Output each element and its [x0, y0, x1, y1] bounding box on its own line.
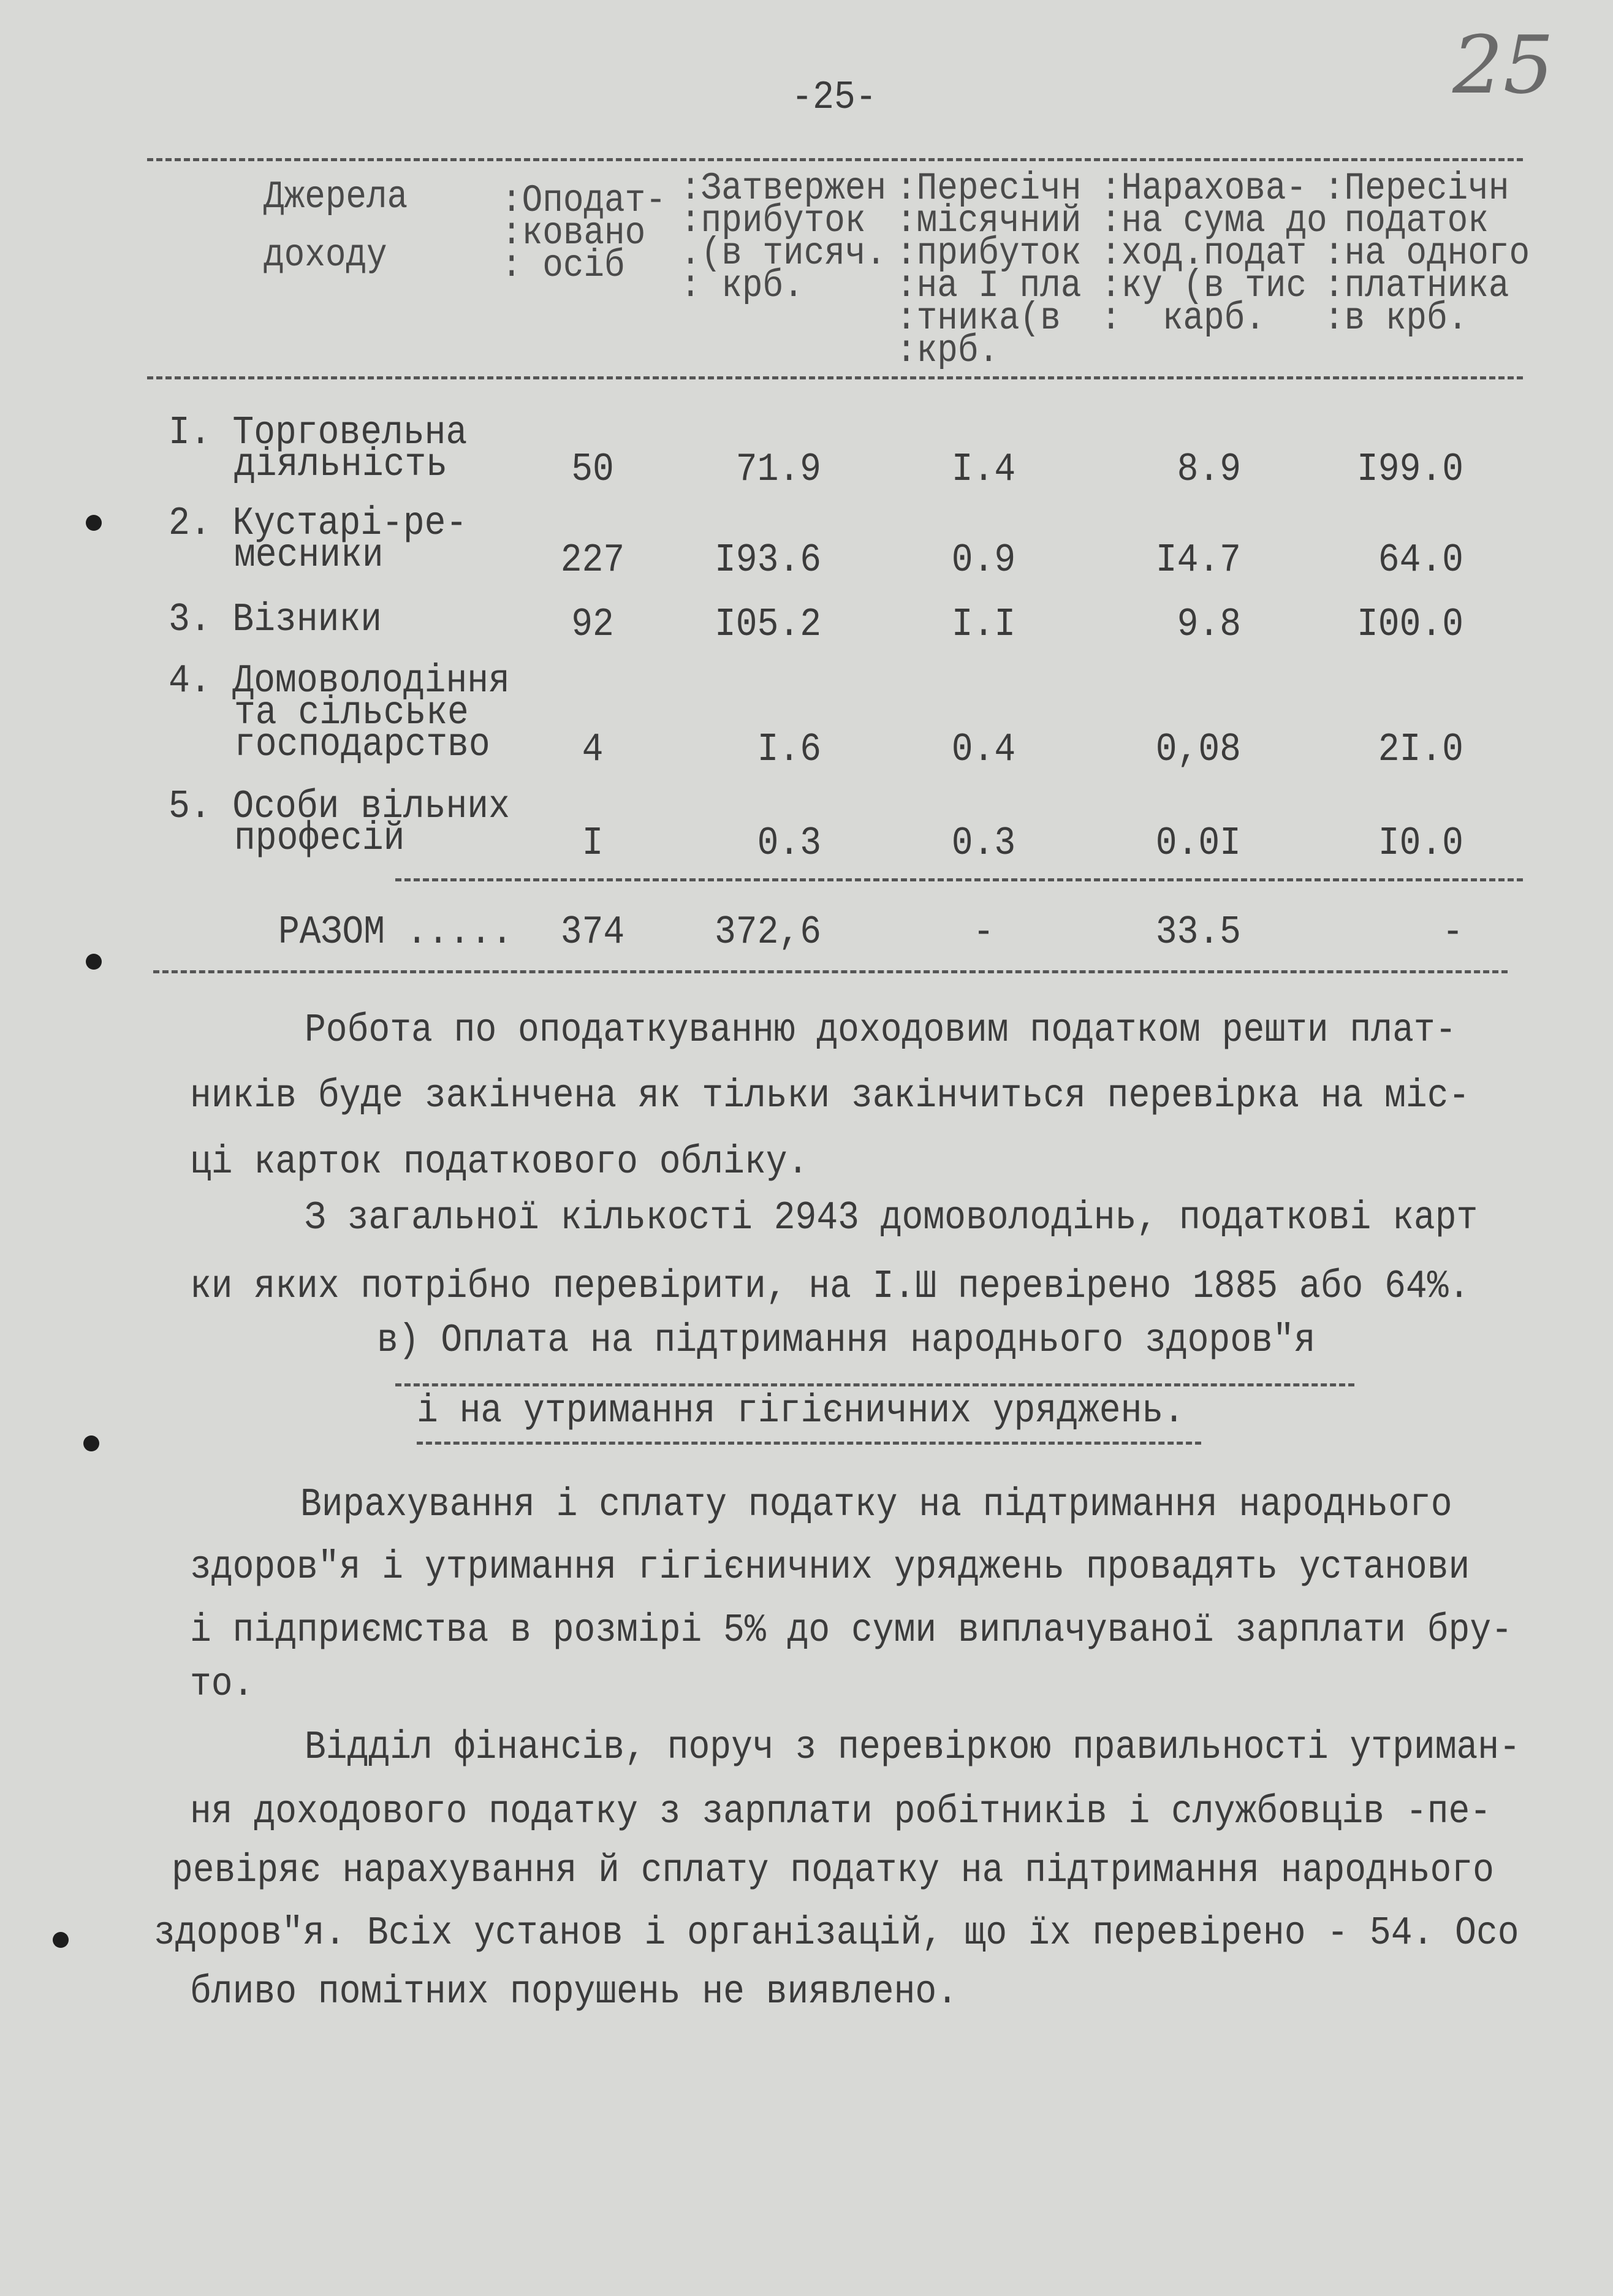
row-label: 4. Домоволодіння — [169, 659, 510, 704]
table-cell: I93.6 — [714, 538, 821, 584]
table-header-rule — [147, 376, 1523, 379]
text-line: З загальної кількості 2943 домоволодінь, податкові карт — [305, 1196, 1478, 1241]
row-label: I. Торговельна — [169, 411, 468, 456]
section-heading-line: і на утримання гігієничних уряджень. — [417, 1389, 1185, 1434]
table-cell: 50 — [571, 447, 614, 493]
column-header-line: доходу — [264, 233, 387, 278]
table-cell: I — [582, 821, 604, 867]
table-cell: 0,08 — [1155, 728, 1241, 773]
table-cell: I99.0 — [1356, 447, 1463, 493]
column-header-line: : осіб — [501, 243, 625, 288]
section-heading-line: в) Оплата на підтримання народнього здоров"я — [377, 1318, 1316, 1364]
table-cell: 227 — [560, 538, 625, 584]
total-label: РАЗОМ ..... — [278, 910, 513, 956]
column-header-line: :на сума до — [1101, 199, 1327, 243]
column-header-line: :ку (в тис — [1101, 264, 1307, 308]
text-line: здоров"я. Всіх установ і організацій, що їх перевірено - 54. Осо — [154, 1911, 1519, 1956]
table-cell: 0.9 — [951, 538, 1016, 584]
table-top-rule — [147, 158, 1523, 161]
table-cell: I05.2 — [714, 603, 821, 648]
table-cell: 4 — [582, 728, 604, 773]
table-cell: 0.4 — [951, 728, 1016, 773]
row-label: 5. Особи вільних — [169, 785, 510, 830]
column-header-line: :тника(в — [896, 296, 1061, 341]
column-header-line: :в крб. — [1324, 296, 1468, 341]
row-label: господарство — [234, 723, 490, 768]
text-line: Вирахування і сплату податку на підтримання народнього — [300, 1483, 1452, 1528]
column-header-line: :ковано — [501, 211, 646, 256]
table-cell: 71.9 — [735, 447, 821, 493]
row-label: 3. Візники — [169, 598, 382, 643]
column-header-line: :Пересічн — [896, 166, 1082, 211]
punch-hole-2 — [86, 954, 102, 970]
text-line: ревіряє нарахування й сплату податку на підтримання народнього — [172, 1849, 1494, 1894]
table-cell: I.4 — [951, 447, 1016, 493]
table-cell: 0.3 — [951, 821, 1016, 867]
text-line: Робота по оподаткуванню доходовим податком решти плат- — [305, 1008, 1457, 1054]
handwritten-page-number: 25 — [1452, 18, 1554, 112]
table-cell: - — [1442, 910, 1463, 956]
text-line: ня доходового податку з зарплати робітників і службовців -пе- — [190, 1790, 1492, 1835]
punch-hole-1 — [86, 515, 102, 531]
column-header-line: : карб. — [1101, 296, 1266, 341]
table-cell: I4.7 — [1155, 538, 1241, 584]
table-cell: 64.0 — [1378, 538, 1463, 584]
table-cell: 8.9 — [1177, 447, 1241, 493]
row-label: професій — [234, 816, 405, 862]
heading-underline-2 — [417, 1442, 1201, 1445]
column-header-line: :Нарахова- — [1101, 166, 1307, 211]
text-line: бливо помітних порушень не виявлено. — [190, 1970, 958, 2015]
column-header-line: :на I пла — [896, 264, 1082, 308]
column-header-line: :Затвержен — [680, 166, 887, 211]
table-cell: 92 — [571, 603, 614, 648]
column-header-line: :крб. — [896, 329, 1000, 373]
row-label: діяльність — [234, 443, 448, 488]
text-line: і підприємства в розмірі 5% до суми виплачуваної зарплати бру- — [190, 1608, 1512, 1654]
punch-hole-3 — [83, 1435, 99, 1451]
page-number: -25- — [791, 75, 877, 121]
table-cell: 2I.0 — [1378, 728, 1463, 773]
text-line: ників буде закінчена як тільки закінчиться перевірка на міс- — [190, 1074, 1470, 1119]
heading-underline-1 — [395, 1383, 1354, 1386]
row-label: та сільське — [234, 691, 469, 736]
table-cell: 0.3 — [757, 821, 821, 867]
row-label: месники — [234, 533, 384, 579]
column-header-line: :ход.подат — [1101, 231, 1307, 276]
text-line: ці карток податкового обліку. — [190, 1140, 809, 1185]
column-header-line: :платника — [1324, 264, 1509, 308]
table-cell: I00.0 — [1356, 603, 1463, 648]
table-cell: 374 — [560, 910, 625, 956]
text-line: здоров"я і утримання гігієничних уряджень провадять установи — [190, 1545, 1470, 1591]
column-header-line: .(в тисяч. — [680, 231, 887, 276]
table-cell: 9.8 — [1177, 603, 1241, 648]
table-cell: - — [973, 910, 995, 956]
table-cell: I0.0 — [1378, 821, 1463, 867]
text-line: то. — [190, 1662, 254, 1708]
column-header-line: :прибуток — [896, 231, 1082, 276]
column-header-line: :прибуток — [680, 199, 866, 243]
column-header-line: :місячний — [896, 199, 1082, 243]
row-label: 2. Кустарі-ре- — [169, 501, 468, 547]
table-body-rule — [395, 878, 1523, 881]
text-line: ки яких потрібно перевірити, на I.Ш перевірено 1885 або 64%. — [190, 1264, 1470, 1310]
table-bottom-rule — [153, 970, 1508, 973]
punch-hole-4 — [53, 1932, 69, 1948]
column-header-line: податок — [1324, 199, 1489, 243]
table-cell: 33.5 — [1155, 910, 1241, 956]
column-header-line: Джерела — [264, 175, 408, 219]
column-header-line: :Пересічн — [1324, 166, 1509, 211]
table-cell: I.I — [951, 603, 1016, 648]
column-header-line: : крб. — [680, 264, 804, 308]
table-cell: I.6 — [757, 728, 821, 773]
column-header-line: :на одного — [1324, 231, 1530, 276]
column-header-line: :Оподат- — [501, 178, 666, 223]
table-cell: 372,6 — [714, 910, 821, 956]
text-line: Відділ фінансів, поруч з перевіркою правильності утриман- — [305, 1725, 1520, 1771]
table-cell: 0.0I — [1155, 821, 1241, 867]
